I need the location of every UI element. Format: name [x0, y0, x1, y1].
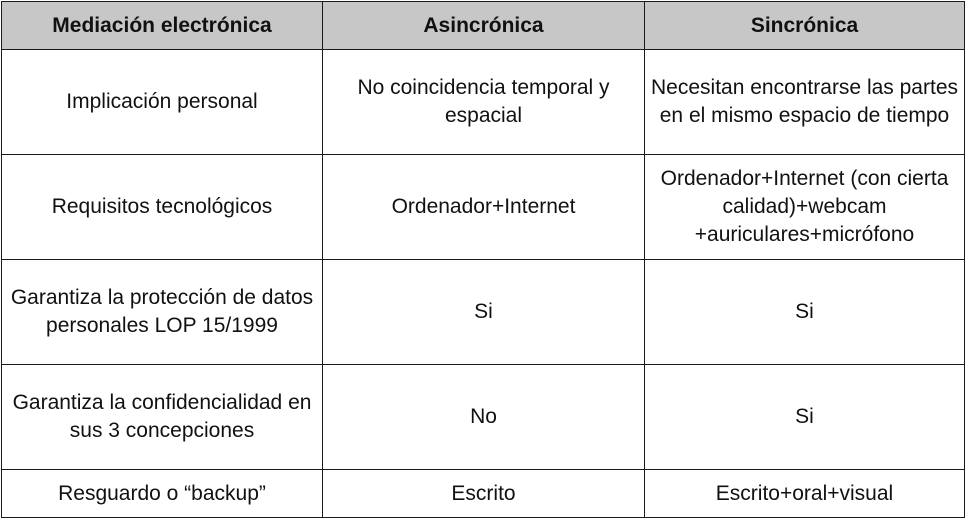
asincronica-cell — [323, 365, 645, 470]
asincronica-value: Escrito — [451, 481, 516, 505]
asincronica-value: Ordenador+Internet — [391, 195, 576, 218]
asincronica-cell — [323, 50, 645, 155]
feature-cell — [2, 365, 323, 470]
sincronica-cell — [645, 260, 965, 365]
table-row — [2, 155, 965, 260]
table-body — [2, 50, 965, 518]
feature-cell — [2, 50, 323, 155]
feature-cell — [2, 470, 323, 518]
asincronica-cell — [323, 470, 645, 518]
table-row — [2, 260, 965, 365]
sincronica-value: Necesitan encontrarse las partes en el mismo espacio de tiempo — [651, 76, 958, 127]
asincronica-value: No coincidencia temporal y espacial — [357, 76, 610, 127]
asincronica-cell — [323, 260, 645, 365]
sincronica-cell — [645, 365, 965, 470]
header-asincronica: Asincrónica — [323, 2, 645, 50]
sincronica-cell — [645, 470, 965, 518]
header-row — [2, 2, 965, 50]
header-sincronica: Sincrónica — [645, 2, 965, 50]
sincronica-value: Si — [795, 405, 814, 428]
feature-label: Requisitos tecnológicos — [51, 195, 273, 218]
asincronica-value: Si — [474, 300, 493, 323]
table-header — [2, 2, 965, 50]
comparison-table — [1, 1, 965, 518]
feature-cell — [2, 260, 323, 365]
table-row — [2, 470, 965, 518]
sincronica-value: Escrito+oral+visual — [715, 481, 894, 505]
feature-label: Garantiza la protección de datos personales LOP 15/1999 — [10, 286, 314, 337]
asincronica-cell — [323, 155, 645, 260]
asincronica-value: No — [470, 405, 497, 428]
table-row — [2, 50, 965, 155]
feature-label: Implicación personal — [66, 90, 258, 113]
sincronica-cell — [645, 155, 965, 260]
feature-label: Resguardo o “backup” — [58, 481, 266, 505]
feature-label: Garantiza la confidencialidad en sus 3 concepciones — [12, 391, 312, 442]
sincronica-cell — [645, 50, 965, 155]
sincronica-value: Si — [795, 300, 814, 323]
sincronica-value: Ordenador+Internet (con cierta calidad)+webcam +auriculares+micrófono — [660, 167, 949, 246]
table-row — [2, 365, 965, 470]
feature-cell — [2, 155, 323, 260]
header-mediacion-electronica: Mediación electrónica — [2, 2, 323, 50]
